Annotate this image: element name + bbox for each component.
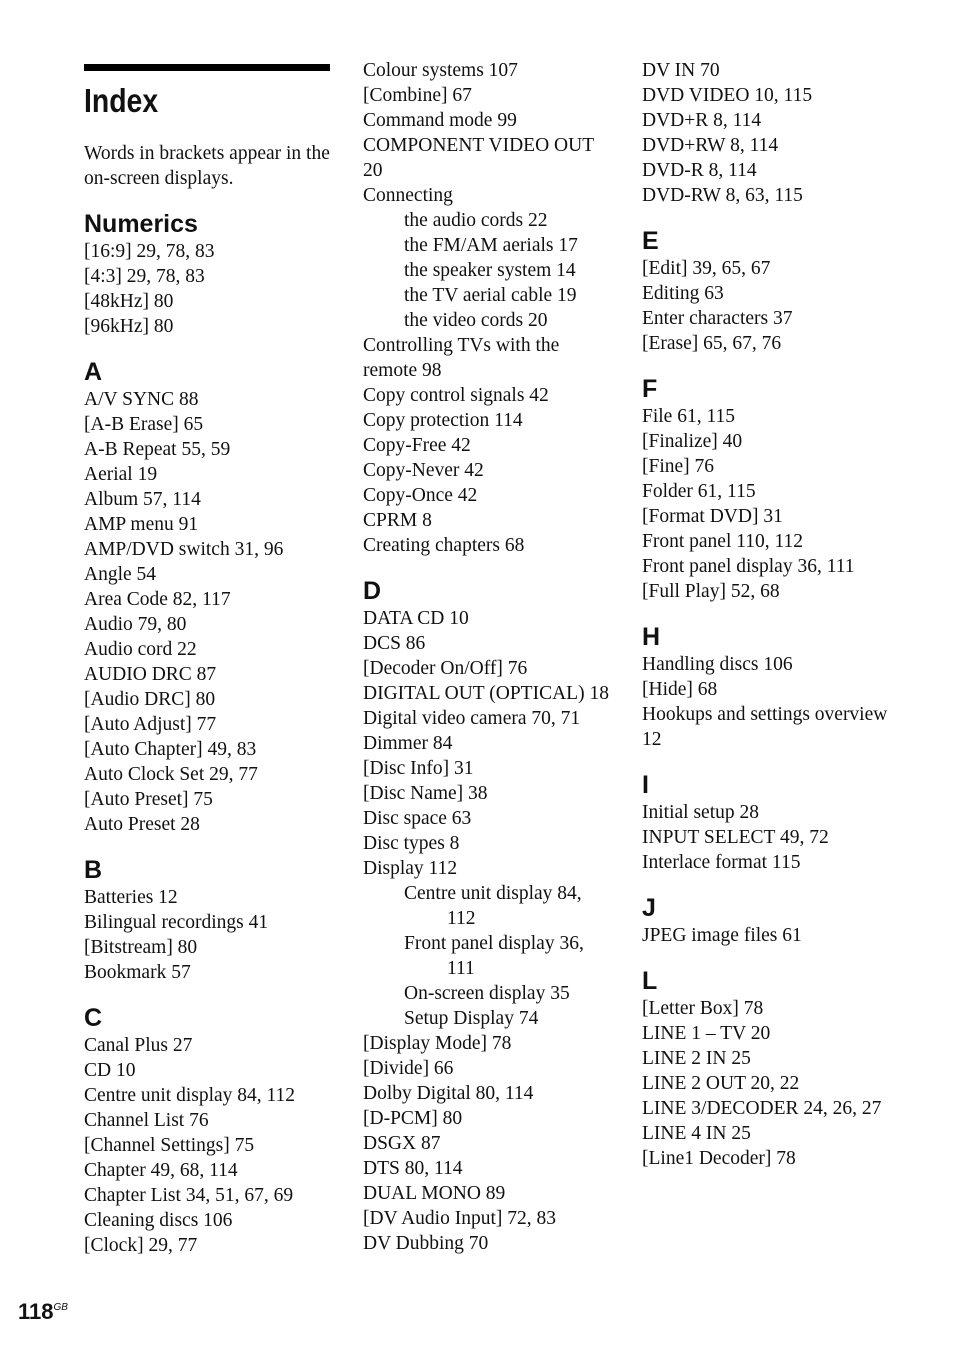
index-column-1 [84, 58, 334, 1258]
index-entry: Auto Preset 28 [84, 814, 200, 835]
index-entry: [Letter Box] 78 [642, 998, 764, 1019]
index-entry: [A-B Erase] 65 [84, 414, 204, 435]
index-entry: Area Code 82, 117 [84, 589, 231, 610]
subentry-continuation: 112 [447, 908, 476, 929]
index-entry: Display 112 [363, 858, 458, 879]
index-entry: DIGITAL OUT (OPTICAL) 18 [363, 683, 609, 704]
section-heading: Numerics [84, 210, 198, 238]
index-entry: AMP menu 91 [84, 514, 199, 535]
index-entry: DCS 86 [363, 633, 426, 654]
index-entry: LINE 3/DECODER 24, 26, 27 [642, 1098, 882, 1119]
index-entry: [Disc Info] 31 [363, 758, 474, 779]
index-subentry: the TV aerial cable 19 [404, 285, 577, 306]
index-entry: Batteries 12 [84, 887, 178, 908]
index-entry: Front panel display 36, 111 [642, 556, 855, 577]
index-entry: Hookups and settings overview 12 [642, 704, 888, 750]
index-entry: Controlling TVs with the remote 98 [363, 335, 560, 381]
index-subentry [363, 931, 613, 981]
index-entry: Cleaning discs 106 [84, 1210, 233, 1231]
subentry-text: Front panel display 36, [404, 933, 584, 954]
index-entry: [Edit] 39, 65, 67 [642, 258, 771, 279]
index-entry: Front panel 110, 112 [642, 531, 804, 552]
section-heading: L [642, 967, 658, 995]
subentry-text: On-screen display 35 [404, 983, 570, 1004]
index-entry: [DV Audio Input] 72, 83 [363, 1208, 557, 1229]
index-entry: File 61, 115 [642, 406, 735, 427]
index-entry: CD 10 [84, 1060, 136, 1081]
index-entry: Centre unit display 84, 112 [84, 1085, 296, 1106]
index-entry: Creating chapters 68 [363, 535, 525, 556]
index-entry: [Divide] 66 [363, 1058, 454, 1079]
index-entry: Enter characters 37 [642, 308, 793, 329]
index-entry: Folder 61, 115 [642, 481, 756, 502]
index-column-3 [642, 58, 892, 1171]
index-entry: Chapter List 34, 51, 67, 69 [84, 1185, 294, 1206]
index-entry: Command mode 99 [363, 110, 517, 131]
index-entry: Channel List 76 [84, 1110, 209, 1131]
index-subentry [363, 881, 613, 931]
index-entry: A/V SYNC 88 [84, 389, 199, 410]
index-entry: Initial setup 28 [642, 802, 759, 823]
index-entry: [Hide] 68 [642, 679, 718, 700]
index-entry: Disc types 8 [363, 833, 460, 854]
index-entry: [Display Mode] 78 [363, 1033, 512, 1054]
index-entry: DV Dubbing 70 [363, 1233, 489, 1254]
index-entry: AMP/DVD switch 31, 96 [84, 539, 284, 560]
index-entry: Digital video camera 70, 71 [363, 708, 581, 729]
index-entry: Colour systems 107 [363, 60, 518, 81]
index-entry: [Fine] 76 [642, 456, 715, 477]
index-entry: DATA CD 10 [363, 608, 469, 629]
index-entry: [D-PCM] 80 [363, 1108, 463, 1129]
page-number: $118^{GB}$ [18, 1299, 68, 1324]
index-entry: Disc space 63 [363, 808, 472, 829]
section-heading: E [642, 227, 659, 255]
title-rule [84, 64, 330, 71]
section-h [642, 622, 892, 752]
index-entry: [Decoder On/Off] 76 [363, 658, 528, 679]
index-entry: [Format DVD] 31 [642, 506, 783, 527]
index-entry: [Line1 Decoder] 78 [642, 1148, 796, 1169]
index-entry: [Channel Settings] 75 [84, 1135, 255, 1156]
subentry-text: Centre unit display 84, [404, 883, 582, 904]
index-entry: DVD-R 8, 114 [642, 160, 757, 181]
section-b [84, 855, 334, 985]
display-subentries [363, 881, 613, 1031]
index-entry: Canal Plus 27 [84, 1035, 193, 1056]
index-subentry: the audio cords 22 [404, 210, 548, 231]
index-entry: [Bitstream] 80 [84, 937, 198, 958]
section-e [642, 226, 892, 356]
index-entry: Auto Clock Set 29, 77 [84, 764, 258, 785]
index-entry: JPEG image files 61 [642, 925, 802, 946]
index-entry: [Finalize] 40 [642, 431, 743, 452]
index-entry: Copy control signals 42 [363, 385, 549, 406]
section-heading: A [84, 358, 103, 386]
index-subentry: the video cords 20 [404, 310, 548, 331]
section-i [642, 770, 892, 875]
index-entry: Copy-Free 42 [363, 435, 471, 456]
index-entry: DVD+R 8, 114 [642, 110, 762, 131]
index-entry: CPRM 8 [363, 510, 432, 531]
subentry-text: Setup Display 74 [404, 1008, 539, 1029]
index-entry: Audio cord 22 [84, 639, 197, 660]
subentry-continuation: 111 [447, 958, 475, 979]
section-d [363, 576, 613, 1256]
index-entry: DSGX 87 [363, 1133, 441, 1154]
page-number-suffix: GB [53, 1302, 68, 1313]
index-entry: DVD-RW 8, 63, 115 [642, 185, 803, 206]
index-entry: AUDIO DRC 87 [84, 664, 217, 685]
section-heading: D [363, 577, 382, 605]
index-entry: [48kHz] 80 [84, 291, 174, 312]
index-subentry [363, 1006, 613, 1031]
index-entry: A-B Repeat 55, 59 [84, 439, 231, 460]
index-entry: [Auto Adjust] 77 [84, 714, 217, 735]
index-entry: DVD VIDEO 10, 115 [642, 85, 813, 106]
index-entry: Chapter 49, 68, 114 [84, 1160, 238, 1181]
index-entry: LINE 1 – TV 20 [642, 1023, 771, 1044]
index-entry: Interlace format 115 [642, 852, 801, 873]
section-heading: H [642, 623, 661, 651]
section-c [84, 1003, 334, 1258]
index-entry: LINE 4 IN 25 [642, 1123, 751, 1144]
index-subentry: the FM/AM aerials 17 [404, 235, 578, 256]
index-entry: Handling discs 106 [642, 654, 793, 675]
index-entry: [Erase] 65, 67, 76 [642, 333, 782, 354]
section-a [84, 357, 334, 837]
index-entry: COMPONENT VIDEO OUT 20 [363, 135, 594, 181]
index-entry: Album 57, 114 [84, 489, 201, 510]
index-entry: Angle 54 [84, 564, 157, 585]
section-f [642, 374, 892, 604]
index-entry: [4:3] 29, 78, 83 [84, 266, 205, 287]
index-entry: DUAL MONO 89 [363, 1183, 506, 1204]
intro-text: Words in brackets appear in the on-screen displays. [84, 143, 330, 189]
index-entry: Dolby Digital 80, 114 [363, 1083, 534, 1104]
index-entry: DVD+RW 8, 114 [642, 135, 779, 156]
section-j [642, 893, 892, 948]
index-entry: [Clock] 29, 77 [84, 1235, 198, 1256]
section-numerics [84, 209, 334, 339]
index-entry: Copy-Never 42 [363, 460, 484, 481]
index-entry: LINE 2 OUT 20, 22 [642, 1073, 800, 1094]
index-entry: Bookmark 57 [84, 962, 191, 983]
index-entry: Copy-Once 42 [363, 485, 478, 506]
index-entry: DV IN 70 [642, 60, 720, 81]
section-l [642, 966, 892, 1171]
index-entry: Copy protection 114 [363, 410, 523, 431]
index-entry: [16:9] 29, 78, 83 [84, 241, 215, 262]
index-column-2 [363, 58, 613, 1256]
index-entry: DTS 80, 114 [363, 1158, 463, 1179]
index-entry: [Disc Name] 38 [363, 783, 488, 804]
index-entry: LINE 2 IN 25 [642, 1048, 751, 1069]
index-entry: Editing 63 [642, 283, 724, 304]
section-heading: B [84, 856, 103, 884]
index-entry: [Auto Chapter] 49, 83 [84, 739, 257, 760]
page-title: Index [84, 82, 159, 119]
index-entry: [96kHz] 80 [84, 316, 174, 337]
index-entry: Bilingual recordings 41 [84, 912, 269, 933]
section-heading: J [642, 894, 656, 922]
section-heading: I [642, 771, 649, 799]
section-heading: F [642, 375, 658, 403]
index-entry: [Audio DRC] 80 [84, 689, 216, 710]
index-entry: Dimmer 84 [363, 733, 453, 754]
index-entry: INPUT SELECT 49, 72 [642, 827, 829, 848]
index-subentry: the speaker system 14 [404, 260, 576, 281]
index-entry: Aerial 19 [84, 464, 158, 485]
index-entry: [Auto Preset] 75 [84, 789, 213, 810]
index-entry: Connecting [363, 185, 453, 206]
index-entry: [Full Play] 52, 68 [642, 581, 780, 602]
index-entry: Audio 79, 80 [84, 614, 187, 635]
index-entry: [Combine] 67 [363, 85, 472, 106]
section-heading: C [84, 1004, 103, 1032]
index-subentry [363, 981, 613, 1006]
